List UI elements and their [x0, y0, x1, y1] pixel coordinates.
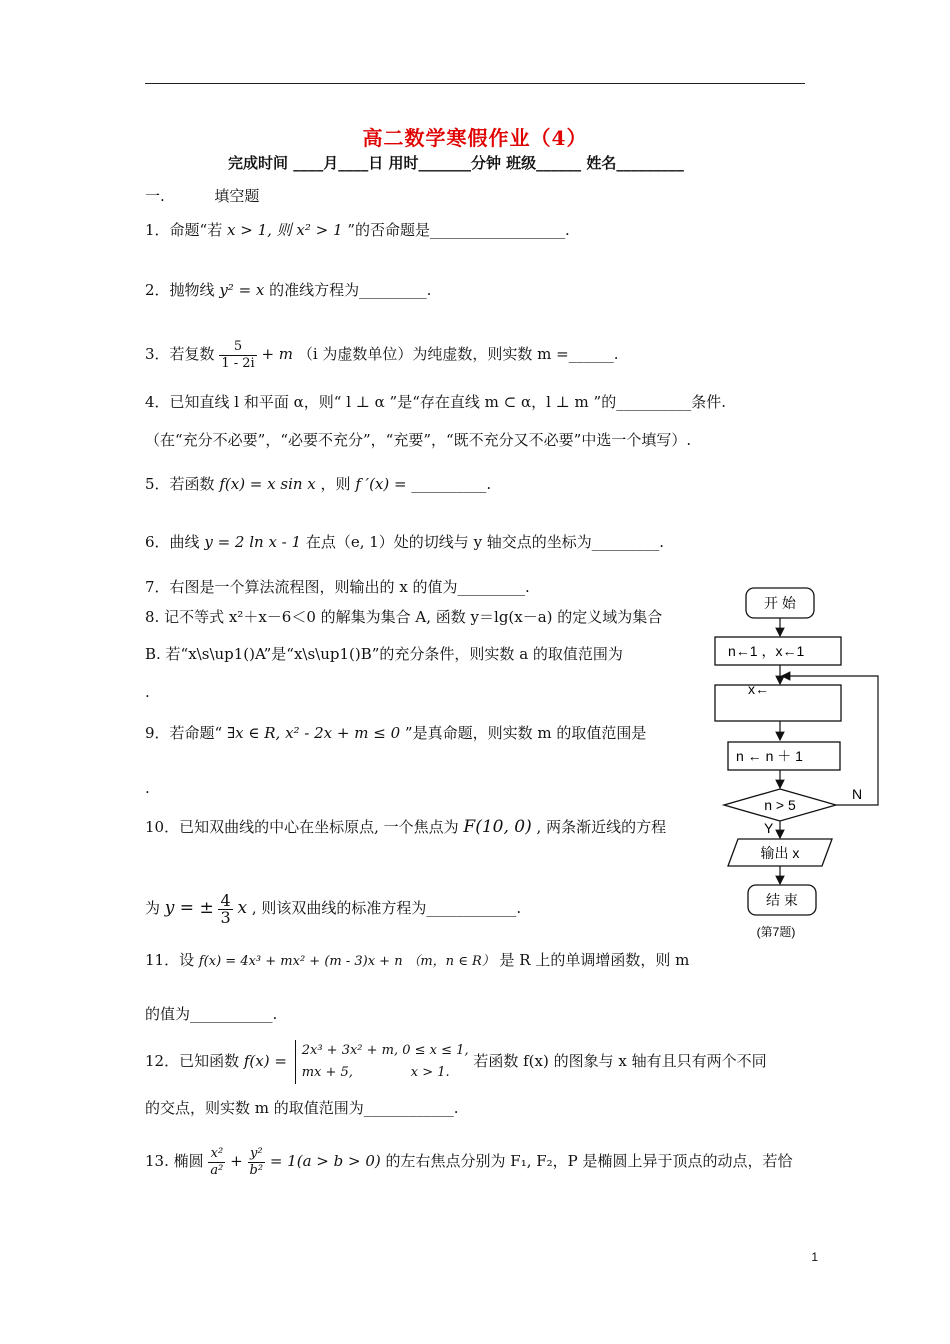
section-heading — [145, 186, 259, 206]
q11-condition: （m，n ∈ R） — [407, 954, 495, 969]
q2-suffix: 的准线方程为_________. — [269, 281, 432, 299]
question-10-line-2 — [145, 888, 521, 928]
question-4-line-1: 4．已知直线 l 和平面 α，则“ l ⊥ α ”是“存在直线 m ⊂ α，l ⊥ m ”的__________条件. — [145, 393, 726, 411]
q12-suffix: 若函数 f(x) 的图象与 x 轴有且只有两个不同 — [473, 1052, 767, 1070]
q1-suffix: ”的否命题是__________________. — [347, 221, 570, 239]
q10-prefix: 10．已知双曲线的中心在坐标原点, 一个焦点为 — [145, 818, 459, 836]
question-9 — [145, 718, 646, 748]
header-rule — [145, 83, 805, 84]
q10b-expr: y = ± — [164, 898, 214, 918]
flow-end-label: 结 束 — [766, 892, 798, 908]
q6-expr: y = 2 ln x - 1 — [204, 533, 302, 551]
q13-denominator-b: b² — [249, 1162, 264, 1178]
question-11-line-1 — [145, 944, 689, 978]
flow-assign-box — [715, 685, 841, 721]
q3-prefix: 3．若复数 — [145, 345, 215, 363]
q10b-var: x — [237, 898, 248, 918]
q13-rest: = 1(a > b > 0) — [269, 1152, 381, 1170]
q6-suffix: 在点（e, 1）处的切线与 y 轴交点的坐标为_________. — [305, 533, 665, 551]
q11-suffix: 是 R 上的单调增函数，则 m — [499, 951, 690, 969]
question-5 — [145, 466, 491, 502]
q10b-fraction — [218, 890, 232, 927]
flow-assign-label: x← — [748, 681, 769, 697]
q5-expr: f(x) = x sin x — [219, 475, 316, 493]
q10-suffix: , 两条渐近线的方程 — [536, 818, 667, 836]
q12-piecewise — [295, 1040, 469, 1084]
q9-prefix: 9．若命题“ — [145, 724, 223, 742]
q13-suffix: 的左右焦点分别为 F₁, F₂，P 是椭圆上异于顶点的动点，若恰 — [385, 1152, 793, 1170]
q2-expr: y² = x — [219, 281, 265, 299]
question-13: 13. 椭圆 $\frac{\text{x²}}{\text{a²}}$ + $\frac{\text{y²}}{\text{b²}}$ = 1(a > b > 0) 的左右焦点分别为 F₁, F₂，P 是椭圆上异于顶点的动点，若恰 — [145, 1145, 793, 1178]
q1-prefix: 1．命题“若 — [145, 221, 223, 239]
q10b-denominator: 3 — [220, 907, 231, 927]
q13-fraction-x — [208, 1146, 225, 1179]
q11-expr: f(x) = 4x³ + mx² + (m - 3)x + n — [198, 954, 403, 969]
q5-suffix: __________. — [411, 475, 492, 493]
q12-prefix: 12．已知函数 — [145, 1052, 240, 1070]
q12-case-1: 2x³ + 3x² + m, 0 ≤ x ≤ 1, — [301, 1043, 469, 1058]
q13-numerator-x: x² — [208, 1146, 225, 1163]
q13-numerator-y: y² — [248, 1146, 266, 1163]
question-8-line-1: 8. 记不等式 x²＋x－6＜0 的解集为集合 A, 函数 y＝lg(x－a) 的定义域为集合 — [145, 608, 663, 626]
q1-condition: x > 1, 则 x² > 1 — [227, 221, 343, 239]
q2-prefix: 2．抛物线 — [145, 281, 215, 299]
section-name: 填空题 — [214, 187, 260, 205]
question-4-line-2: （在“充分不必要”，“必要不充分”，“充要”，“既不充分又不必要”中选一个填写）. — [145, 431, 692, 449]
q10b-numerator: 4 — [220, 890, 231, 910]
question-10-line-1 — [145, 812, 666, 842]
q5-mid: ，则 — [320, 475, 351, 493]
question-3 — [145, 336, 618, 372]
q3-numerator: 5 — [219, 339, 256, 356]
q3-suffix: （i 为虚数单位）为纯虚数，则实数 m =______. — [297, 345, 619, 363]
question-9-line-2: . — [145, 779, 150, 797]
q13-fraction-y — [248, 1146, 266, 1179]
flow-output-label: 输出 x — [760, 845, 800, 861]
q3-fraction — [219, 339, 256, 372]
flow-init-label: n←1 ，x←1 — [728, 643, 805, 659]
q3-denominator: 1 - 2i — [221, 355, 255, 371]
q10-focus: F(10, 0) — [463, 817, 532, 837]
flow-start-label: 开 始 — [764, 595, 796, 611]
q5-prefix: 5．若函数 — [145, 475, 215, 493]
q11-prefix: 11．设 — [145, 951, 195, 969]
q9-suffix: ”是真命题，则实数 m 的取值范围是 — [404, 724, 647, 742]
question-12-line-1 — [145, 1040, 767, 1084]
flowchart — [700, 580, 900, 950]
flow-decision-label: n > 5 — [764, 797, 796, 813]
page-title: 高二数学寒假作业（4） — [362, 126, 588, 150]
page-number: 1 — [811, 1250, 818, 1264]
q12-case-2: mx + 5, x > 1. — [301, 1065, 450, 1080]
question-11-line-2: 的值为___________. — [145, 1005, 278, 1023]
question-8-line-2: B. 若“x\s\up1()A”是“x\s\up1()B”的充分条件，则实数 a 的取值范围为 — [145, 645, 623, 663]
question-1 — [145, 220, 570, 240]
flow-yes-label: Y — [764, 820, 774, 836]
completion-info-line: 完成时间 ____月____日 用时_______分钟 班级______ 姓名_________ — [228, 154, 684, 172]
q13-denominator-a: a² — [210, 1162, 224, 1178]
section-label: 一. — [145, 187, 165, 205]
question-8-line-3: . — [145, 683, 150, 701]
q10b-suffix: , 则该双曲线的标准方程为____________. — [251, 899, 522, 917]
question-2 — [145, 280, 431, 300]
q12-expr: f(x) = — [243, 1052, 287, 1070]
question-12-line-2: 的交点，则实数 m 的取值范围为____________. — [145, 1099, 459, 1117]
q9-expr: ∃x ∈ R, x² - 2x + m ≤ 0 — [227, 724, 401, 742]
question-7: 7．右图是一个算法流程图，则输出的 x 的值为_________. — [145, 578, 530, 596]
q6-prefix: 6．曲线 — [145, 533, 200, 551]
q5-expr2: f ′(x) = — [355, 475, 407, 493]
q13-prefix: 13. 椭圆 — [145, 1152, 204, 1170]
q3-plus: + m — [261, 345, 294, 363]
flow-increment-label: n ← n ＋ 1 — [736, 748, 803, 764]
flow-caption: (第7题) — [756, 925, 796, 939]
question-6 — [145, 524, 664, 560]
q10b-prefix: 为 — [145, 899, 161, 917]
flow-no-label: N — [852, 786, 863, 802]
